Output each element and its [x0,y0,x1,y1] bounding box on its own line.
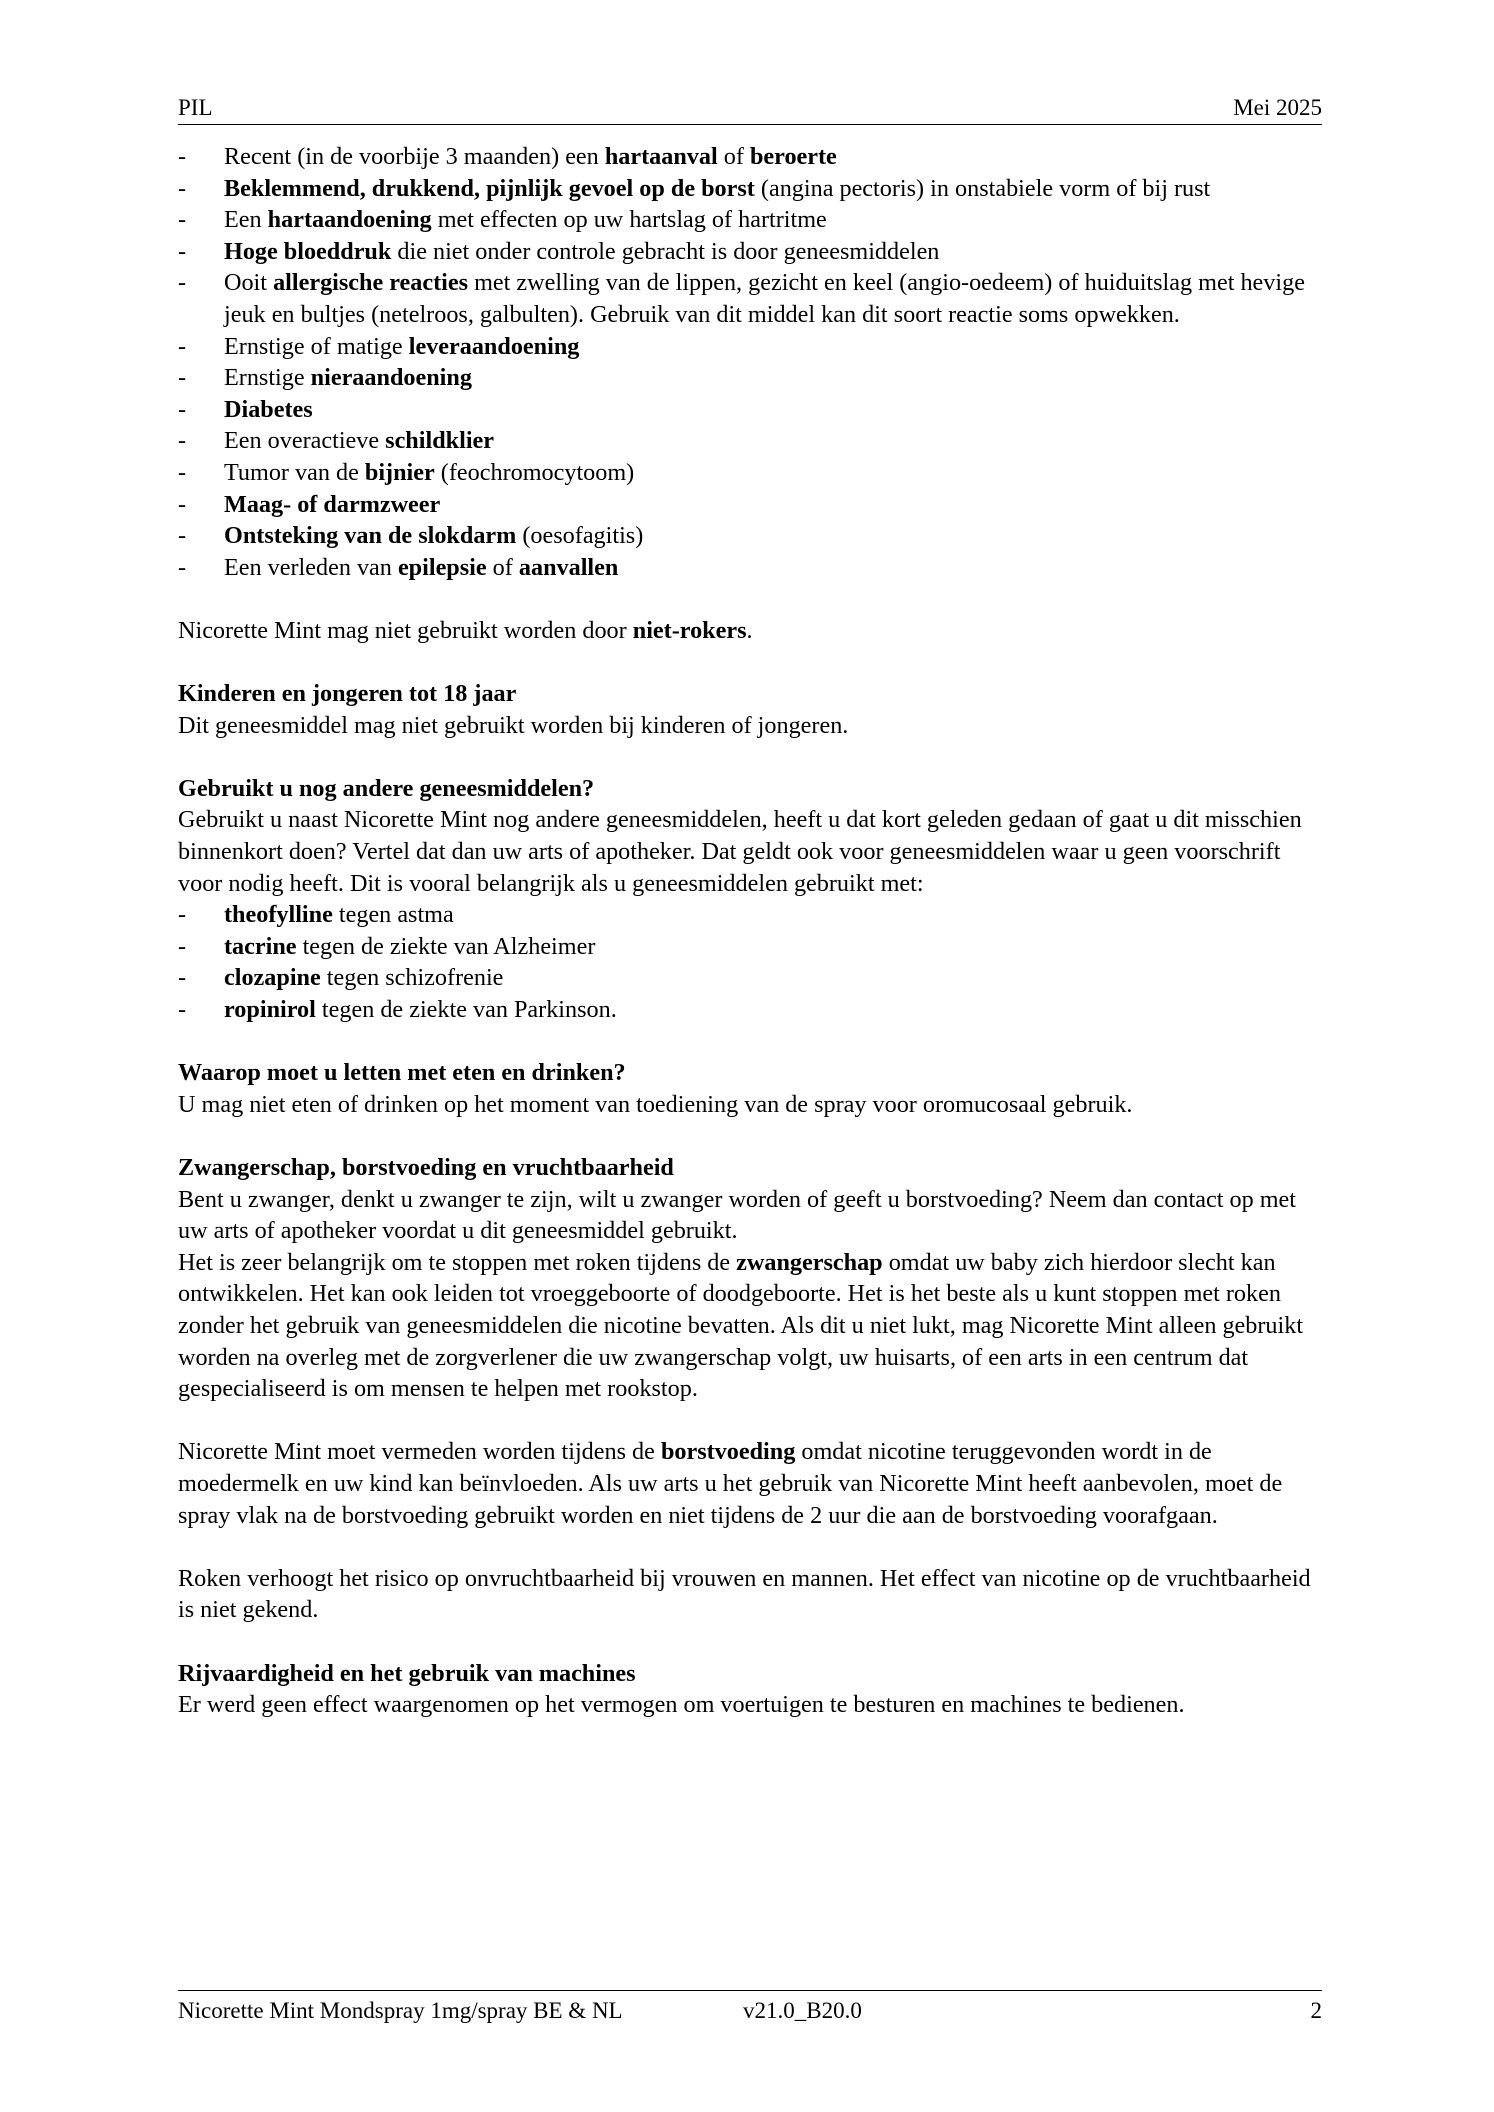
text-run: (oesofagitis) [516,522,644,550]
bold-term: leveraandoening [408,332,580,360]
text-run: (feochromocytoom) [434,458,635,486]
bold-term: Ontsteking van de slokdarm [224,522,517,550]
list-dash-marker: - [178,143,187,170]
pregnancy-paragraph-1: Bent u zwanger, denkt u zwanger te zijn, wilt u zwanger worden of geeft u borstvoeding? Neem dan contact op met uw arts of apotheker voordat u dit geneesmiddel gebruikt. [178,1185,1296,1245]
page-header [178,94,1322,125]
list-dash-marker: - [178,237,187,265]
driving-heading: Rijvaardigheid en het gebruik van machines [178,1659,636,1687]
page-footer [178,1990,1322,2023]
footer-version: v21.0_B20.0 [743,1998,862,2023]
text-run: tegen astma [332,901,454,929]
bold-term: ropinirol [224,996,316,1024]
list-item [178,141,1322,173]
page-content [178,141,1322,1721]
list-dash-marker: - [178,458,187,486]
list-dash-marker: - [178,522,187,550]
list-dash-marker: - [178,332,187,360]
bold-term: Hoge bloeddruk [224,237,392,265]
text-run: Een [224,206,268,234]
list-item [178,236,1322,268]
bold-term: hartaanval [604,143,718,170]
text-run: Nicorette Mint mag niet gebruikt worden door [178,616,633,644]
bold-term: beroerte [749,143,837,170]
list-item [178,931,1322,963]
list-dash-marker: - [178,364,187,392]
text-run: (angina pectoris) in onstabiele vorm of bij rust [754,174,1211,202]
food-drink-text: U mag niet eten of drinken op het moment van toediening van de spray voor oromucosaal gebruik. [178,1090,1133,1118]
children-text: Dit geneesmiddel mag niet gebruikt worden bij kinderen of jongeren. [178,711,849,739]
bold-term: Beklemmend, drukkend, pijnlijk gevoel op de borst [224,174,755,202]
driving-text: Er werd geen effect waargenomen op het vermogen om voertuigen te besturen en machines te bedienen. [178,1691,1185,1719]
bold-term: nieraandoening [310,364,472,392]
bold-term: Diabetes [224,395,313,423]
list-item [178,489,1322,521]
text-run: Recent (in de voorbije 3 maanden) een [224,143,605,170]
bold-term: aanvallen [518,553,619,581]
list-dash-marker: - [178,964,187,992]
contraindication-list [178,141,1322,583]
text-run: omdat uw baby zich hierdoor slecht kan ontwikkelen. Het kan ook leiden tot vroeggeboorte of doodgeboorte. Het is het beste als u kunt stoppen met roken zonder het gebruik van geneesmiddelen die nicotine bevatten. Als dit u niet lukt, mag Nicorette Mint alleen gebruikt worden na overleg met de zorgverlener die uw zwangerschap volgt, uw huisarts, of een arts in een centrum dat gespecialiseerd is om mensen te helpen met rookstop. [178,1248,1304,1403]
pregnancy-heading: Zwangerschap, borstvoeding en vruchtbaarheid [178,1154,674,1181]
footer-product-name: Nicorette Mint Mondspray 1mg/spray BE & NL [178,1998,623,2023]
list-item [178,267,1322,330]
bold-term: bijnier [364,458,435,486]
list-item [178,520,1322,552]
list-item [178,173,1322,205]
text-run: Ooit [224,269,274,297]
text-run: Een verleden van [224,553,398,581]
list-dash-marker: - [178,206,187,234]
list-dash-marker: - [178,427,187,455]
list-dash-marker: - [178,490,187,518]
bold-term: epilepsie [397,553,487,581]
bold-term: hartaandoening [267,206,432,234]
bold-term: theofylline [224,901,333,929]
list-dash-marker: - [178,932,187,960]
text-run: die niet onder controle gebracht is door geneesmiddelen [391,237,940,265]
text-run: met effecten op uw hartslag of hartritme [431,206,827,234]
list-dash-marker: - [178,553,187,581]
text-run: tegen de ziekte van Alzheimer [296,932,596,960]
bold-term: clozapine [224,964,321,992]
fertility-paragraph: Roken verhoogt het risico op onvruchtbaarheid bij vrouwen en mannen. Het effect van nicotine op de vruchtbaarheid is niet gekend. [178,1564,1311,1624]
pregnancy-paragraph-2 [178,1247,1322,1405]
bold-term: Maag- of darmzweer [224,490,441,518]
list-dash-marker: - [178,269,187,297]
breastfeeding-paragraph [178,1436,1322,1531]
text-run: Ernstige of matige [224,332,409,360]
text-run: tegen schizofrenie [320,964,504,992]
list-item [178,394,1322,426]
text-run: Tumor van de [224,458,365,486]
header-date: Mei 2025 [1233,95,1322,120]
list-item [178,962,1322,994]
bold-term: niet-rokers [632,616,747,644]
bold-term: schildklier [385,427,495,455]
text-run: tegen de ziekte van Parkinson. [315,996,617,1024]
list-item [178,994,1322,1026]
list-dash-marker: - [178,996,187,1024]
list-item [178,331,1322,363]
text-run: Een overactieve [224,427,386,455]
text-run: Nicorette Mint moet vermeden worden tijdens de [178,1438,661,1466]
list-item [178,204,1322,236]
list-item [178,552,1322,584]
text-run: Ernstige [224,364,311,392]
text-run: . [746,616,753,644]
list-item [178,362,1322,394]
footer-page-number: 2 [1310,1998,1322,2023]
bold-term: tacrine [224,932,297,960]
text-run: of [486,553,519,581]
text-run: Het is zeer belangrijk om te stoppen met roken tijdens de [178,1248,737,1276]
bold-term: zwangerschap [736,1248,883,1276]
bold-term: allergische reacties [273,269,469,297]
text-run: of [717,143,750,170]
other-medicines-heading: Gebruikt u nog andere geneesmiddelen? [178,774,595,802]
list-dash-marker: - [178,395,187,423]
non-smokers-paragraph [178,615,1322,647]
food-drink-heading: Waarop moet u letten met eten en drinken? [178,1059,626,1087]
list-item [178,457,1322,489]
text-run: met zwelling van de lippen, gezicht en keel (angio-oedeem) of huiduitslag met hevige jeuk en bultjes (netelroos, galbulten). Gebruik van dit middel kan dit soort reactie soms opwekken. [224,269,1305,328]
bold-term: borstvoeding [660,1438,796,1466]
other-medicines-text: Gebruikt u naast Nicorette Mint nog andere geneesmiddelen, heeft u dat kort geleden gedaan of gaat u dit misschien binnenkort doen? Vertel dat dan uw arts of apotheker. Dat geldt ook voor geneesmiddelen waar u geen voorschrift voor nodig heeft. Dit is vooral belangrijk als u geneesmiddelen gebruikt met: [178,806,1302,897]
list-item [178,899,1322,931]
list-dash-marker: - [178,174,187,202]
header-doc-type: PIL [178,95,213,120]
list-dash-marker: - [178,901,187,929]
text-run: omdat nicotine teruggevonden wordt in de moedermelk en uw kind kan beïnvloeden. Als uw arts u het gebruik van Nicorette Mint heeft aanbevolen, moet de spray vlak na de borstvoeding gebruikt worden en niet tijdens de 2 uur die aan de borstvoeding voorafgaan. [178,1438,1283,1529]
list-item [178,425,1322,457]
children-heading: Kinderen en jongeren tot 18 jaar [178,680,517,708]
interacting-medicines-list [178,899,1322,1025]
